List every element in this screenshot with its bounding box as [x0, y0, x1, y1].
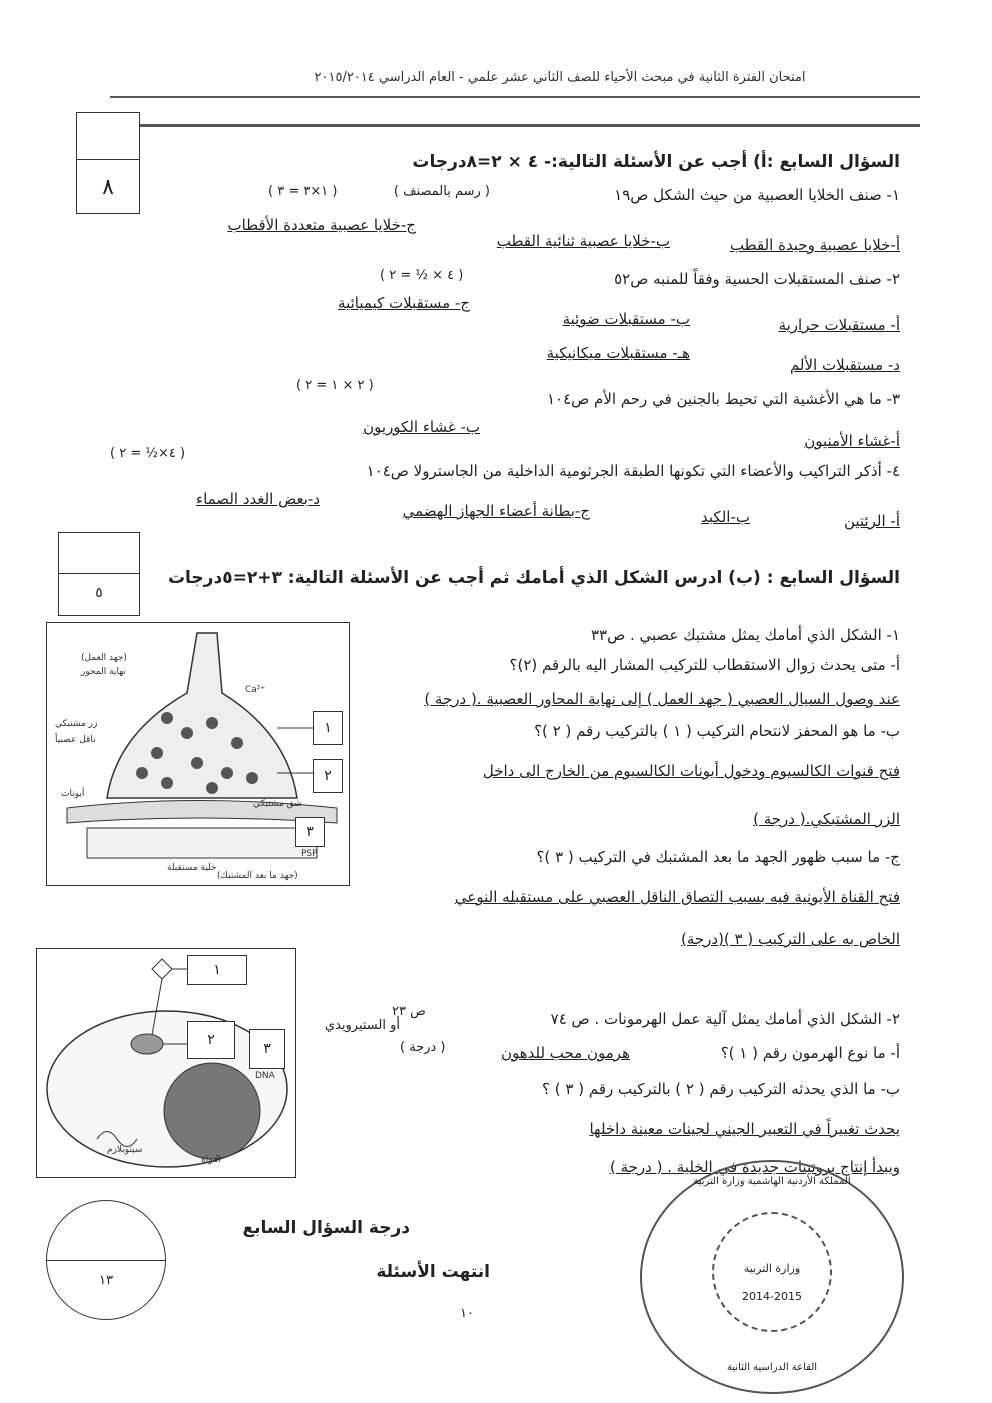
q4-answer-a: أ- الرئتين [843, 512, 900, 530]
q2-answer-b: ب- مستقبلات ضوئية [562, 310, 690, 328]
q4-marks: ( ٤×½ = ٢ ) [110, 446, 186, 461]
label-cytoplasm: سيتوبلازم [107, 1145, 143, 1155]
q2-answer-d: د- مستقبلات الألم [789, 356, 900, 374]
p2-intro: ٢- الشكل الذي أمامك يمثل آلية عمل الهرمونات . ص ٧٤ [550, 1010, 900, 1028]
q4-text: ٤- أذكر التراكيب والأعضاء التي تكونها الطبقة الجرثومية الداخلية من الجاسترولا ص١٠٤ [366, 462, 900, 480]
hormone-label-3: ٣ [249, 1029, 285, 1069]
p2-a-note: أو الستيرويدي [324, 1018, 400, 1033]
q1-marks: ( ١×٣ = ٣ ) [268, 184, 338, 199]
p1-b-answer-2: الزر المشتبكي.( درجة ) [753, 810, 900, 828]
label-action-potential: (جهد العمل) [81, 653, 127, 663]
p2-b-answer-1: يحدث تغييراً في التعبير الجيني لجينات معينة داخلها [589, 1120, 900, 1138]
p2-b-answer-2: ويبدأ إنتاج بروتينات جديدة في الخلية . ( درجة ) [609, 1158, 900, 1176]
q2-answer-e: هـ- مستقبلات ميكانيكية [546, 344, 690, 362]
seal-top-text: المملكة الأردنية الهاشمية وزارة التربية [693, 1176, 851, 1187]
q3-text: ٣- ما هي الأغشية التي تحيط بالجنين في رحم الأم ص١٠٤ [546, 390, 900, 408]
label-transmitter: ناقل عصبياً [55, 735, 96, 745]
label-cleft: شق مشتبكي [253, 799, 302, 809]
q3-answer-b: ب- غشاء الكوريون [363, 418, 480, 436]
p2-a-mark: ( درجة ) [400, 1040, 446, 1055]
score-box-q7b [58, 532, 140, 616]
seal-years: 2014-2015 [742, 1290, 802, 1303]
q2-marks: ( ٤ × ½ = ٢ ) [380, 268, 464, 283]
seal-center-text: وزارة التربية [743, 1262, 801, 1275]
footer-end: انتهت الأسئلة [376, 1262, 490, 1282]
p1-c-question: ج- ما سبب ظهور الجهد ما بعد المشتبك في التركيب ( ٣ )؟ [536, 848, 900, 866]
p1-c-answer-2: الخاص به على التركيب ( ٣ )(درجة) [680, 930, 900, 948]
label-calcium: Ca²⁺ [245, 685, 266, 695]
q2-answer-a: أ- مستقبلات حرارية [778, 316, 900, 334]
exam-header: امتحان الفترة الثانية في مبحث الأحياء للصف الثاني عشر علمي - العام الدراسي ٢٠١٥/٢٠١٤ [314, 70, 806, 85]
q4-answer-b: ب-الكبد [701, 508, 750, 526]
label-ions: أيونات [61, 789, 85, 799]
total-score: ١٣ [99, 1273, 113, 1288]
q1-answer-b: ب-خلايا عصبية ثنائية القطب [496, 232, 670, 250]
q7-title: السؤال السابع :أ) أجب عن الأسئلة التالية:- ٤ × ٢=٨درجات [412, 152, 900, 172]
synapse-label-1: ١ [313, 711, 343, 745]
page-number: ١٠ [460, 1306, 474, 1321]
official-seal [640, 1160, 904, 1394]
q7b-title: السؤال السابع : (ب) ادرس الشكل الذي أمامك ثم أجب عن الأسئلة التالية: ٣+٢=٥درجات [167, 568, 900, 588]
hormone-figure [36, 948, 296, 1178]
q2-answer-c: ج- مستقبلات كيميائية [338, 294, 470, 312]
footer-label: درجة السؤال السابع [242, 1218, 410, 1238]
label-psp-ar: (جهد ما بعد المشتبك) [217, 871, 298, 881]
p2-page-ref: ص ٢٣ [392, 1004, 426, 1019]
label-receptor-cell: خلية مستقبلة [167, 863, 217, 873]
label-psp: PSP [301, 849, 318, 859]
q3-marks: ( ٢ × ١ = ٢ ) [296, 378, 374, 393]
p1-a-answer: عند وصول السيال العصبي ( جهد العمل ) إلى نهاية المحاور العصبية .( درجة ) [424, 690, 900, 708]
score-value: ٥ [95, 585, 103, 601]
score-value: ٨ [102, 175, 114, 200]
q2-text: ٢- صنف المستقبلات الحسية وفقاً للمنبه ص٥٢ [614, 270, 900, 288]
score-box-q7a [76, 112, 140, 214]
synapse-label-3: ٣ [295, 817, 325, 847]
synapse-figure [46, 622, 350, 886]
p1-c-answer-1: فتح القناة الأيونية فيه بسبب التصاق الناقل العصبي على مستقبله النوعي [454, 888, 900, 906]
header-divider-2 [130, 124, 920, 127]
label-nucleus: النواة [201, 1155, 221, 1165]
p1-a-question: أ- متى يحدث زوال الاستقطاب للتركيب المشار اليه بالرقم (٢)؟ [509, 656, 900, 674]
hormone-label-2: ٢ [187, 1021, 235, 1059]
q1-answer-c: ج-خلايا عصبية متعددة الأقطاب [227, 216, 416, 234]
p1-intro: ١- الشكل الذي أمامك يمثل مشتبك عصبي . ص٣٣ [590, 626, 900, 644]
p2-a-answer: هرمون محب للدهون [500, 1044, 630, 1062]
q4-answer-c: ج-بطانة أعضاء الجهاز الهضمي [402, 502, 590, 520]
seal-bottom-text: القاعة الدراسية الثانية [726, 1362, 818, 1373]
q4-answer-d: د-بعض الغدد الصماء [196, 490, 320, 508]
p1-b-question: ب- ما هو المحفز لانتحام التركيب ( ١ ) بالتركيب رقم ( ٢ )؟ [534, 722, 900, 740]
q3-answer-a: أ-غشاء الأمنيون [804, 432, 900, 450]
label-axon-end: نهاية المحور [81, 667, 126, 677]
total-score-circle [46, 1200, 166, 1320]
q1-text: ١- صنف الخلايا العصبية من حيث الشكل ص١٩ [614, 186, 900, 204]
p1-b-answer-1: فتح قنوات الكالسيوم ودخول أيونات الكالسيوم من الخارج الى داخل [482, 762, 900, 780]
p2-a-question: أ- ما نوع الهرمون رقم ( ١ )؟ [720, 1044, 900, 1062]
label-synaptic-knob: زر مشتبكي [55, 719, 98, 729]
label-dna: DNA [255, 1071, 275, 1081]
p2-b-question: ب- ما الذي يحدثه التركيب رقم ( ٢ ) بالتركيب رقم ( ٣ ) ؟ [542, 1080, 900, 1098]
q1-note: ( رسم بالمصنف ) [393, 184, 490, 199]
synapse-label-2: ٢ [313, 759, 343, 793]
q1-answer-a: أ-خلايا عصبية وحيدة القطب [729, 236, 900, 254]
hormone-label-1: ١ [187, 955, 247, 985]
header-divider [110, 96, 920, 98]
